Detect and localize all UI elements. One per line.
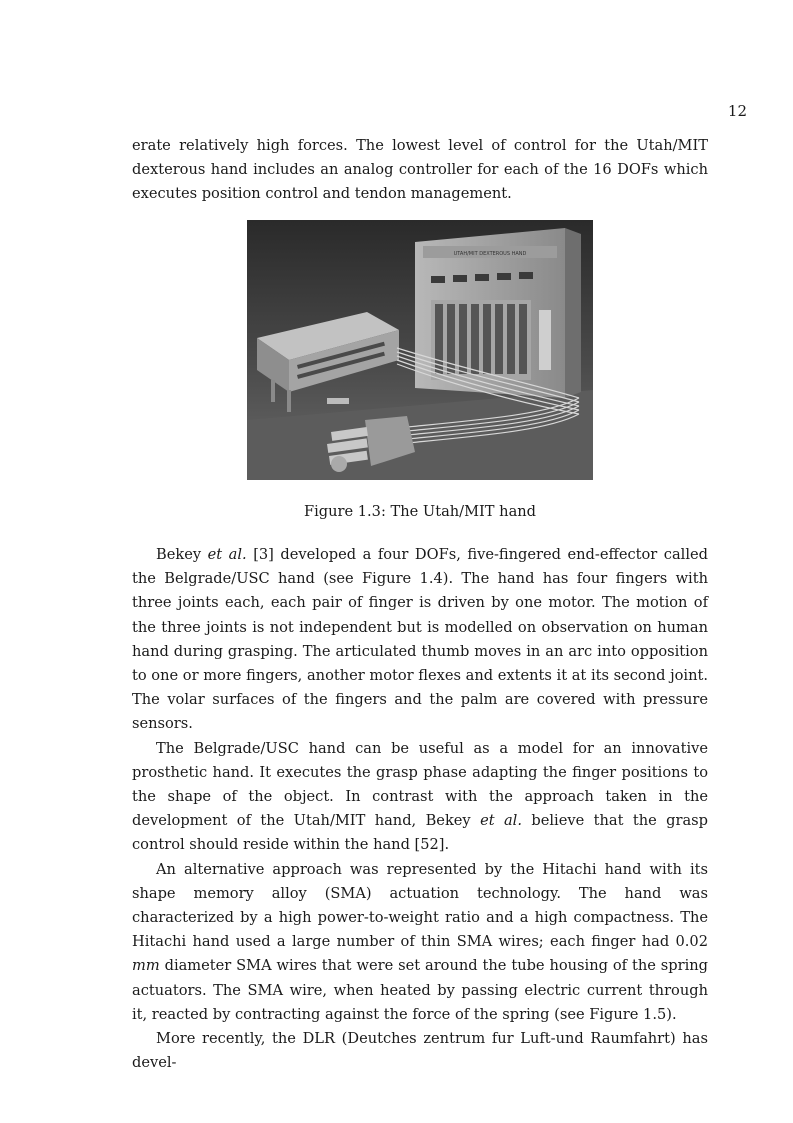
figure-caption [0,501,793,523]
figure-caption-text: The Utah/MIT hand [390,503,537,520]
figure-utah-mit-hand-photo [247,220,593,480]
intro-paragraph-block [132,134,708,207]
hand-photo-illustration [247,220,593,480]
paragraph-belgrade-part-c: believe that the grasp control should reside within the hand [52]. [132,812,708,854]
body-text-block [132,543,708,1075]
paragraph-bekey-italic: et al. [207,546,247,563]
paragraph-belgrade-part-a: The Belgrade/USC hand can be useful as a model for an innovative prosthetic hand. It executes the grasp phase adapting the finger positions to the shape of the object. In contrast with the approach taken in the development of the Utah/MIT hand, Bekey [132,739,708,830]
paragraph-hitachi-part-a: An alternative approach was represented by the Hitachi hand with its shape memory alloy (SMA) actuation technology. The hand was characterized by a high power-to-weight ratio and a high compactness. The Hitachi hand used a large number of thin SMA wires; each finger had 0.02 [132,860,708,951]
paragraph-bekey-part-a: Bekey [156,546,208,563]
paragraph-belgrade-italic: et al. [480,812,522,830]
paragraph-dlr: More recently, the DLR (Deutches zentrum fur Luft-und Raumfahrt) has devel- [132,1030,708,1072]
paragraph-hitachi-unit: mm [132,957,160,975]
figure-caption-label: Figure 1.3: [303,503,386,520]
page-number: 12 [727,102,747,120]
paragraph-bekey [132,543,708,737]
paragraph-belgrade [132,737,708,858]
intro-paragraph: erate relatively high forces. The lowest level of control for the Utah/MIT dexterous hand includes an analog controller for each of the 16 DOFs which executes position control and tendon management. [132,137,708,203]
paragraph-hitachi [132,858,708,1027]
paragraph-bekey-part-c: [3] developed a four DOFs, five-fingered end-effector called the Belgrade/USC hand (see Figure 1.4). The hand has four fingers with three joints each, each pair of finger is driven by one motor. The motion of the three joints is not independent but is modelled on observation on human hand during grasping. The articulated thumb moves in an arc into opposition to one or more fingers, another motor flexes and extents it at its second joint. The volar surfaces of the fingers and the palm are covered with pressure sensors. [132,546,708,733]
rack-panel-label: UTAH/MIT DEXTEROUS HAND [453,251,527,257]
paragraph-hitachi-part-c: diameter SMA wires that were set around the tube housing of the spring actuators. The SMA wire, when heated by passing electric current through it, reacted by contracting against the force of the spring (see Figure 1.5). [132,957,708,1023]
